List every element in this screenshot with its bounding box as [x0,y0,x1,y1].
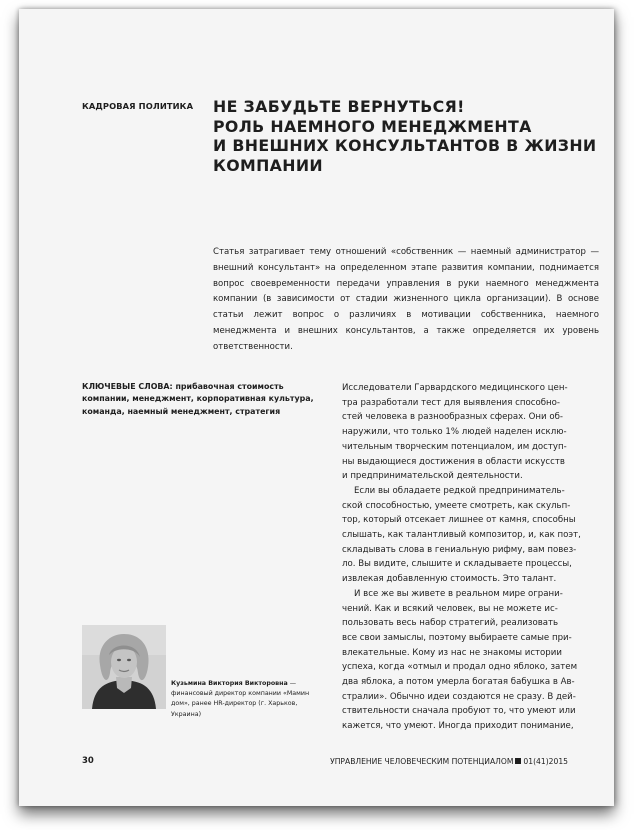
body-text-line: все свои замыслы, поэтому выбираете самые при- [342,632,572,643]
body-text-line: слышать, как талантливый композитор, и, как поэт, [342,530,581,541]
body-text-line: ской способностью, умеете смотреть, как скульп- [342,500,571,511]
section-label: КАДРОВАЯ ПОЛИТИКА [82,101,194,111]
headline-line: КОМПАНИИ [213,155,323,175]
body-text-line: два яблока, а потом умерла богатая бабушка в Ав- [342,677,575,688]
body-text-line: влекательные. Кому из нас не знакомы истории [342,647,562,658]
body-text-line: чений. Как и всякий человек, вы не можете ис- [342,603,558,614]
journal-footer [330,757,568,766]
body-text-line: чительным творческим потенциалом, им доступ- [342,441,567,452]
keywords-text: прибавочная стоимость компании, менеджмент, корпоративная культура, команда, наемный менеджмент, стратегия [82,382,314,416]
body-text-line: складывать слова в гениальную рифму, вам повез- [342,544,577,555]
author-name: Кузьмина Виктория Викторовна [171,680,288,687]
body-text-line: извлекая добавленную стоимость. Это талант. [342,574,557,585]
body-text-line: и предпринимательской деятельности. [342,471,523,482]
keywords-label: КЛЮЧЕВЫЕ СЛОВА: [82,382,173,391]
body-text-line: стралии». Обычно идеи создаются не сразу. В дей- [342,691,576,702]
body-text-line: пользовать весь набор стратегий, реализовать [342,618,559,629]
body-text-line: ны выдающиеся достижения в области искусств [342,456,565,467]
body-text-line: кажется, что умеют. Иногда приходит понимание, [342,721,574,732]
square-separator-icon [515,758,521,764]
page-number: 30 [82,756,94,766]
body-text-line: стей человека в разнообразных сферах. Они об- [342,412,564,423]
journal-title: УПРАВЛЕНИЕ ЧЕЛОВЕЧЕСКИМ ПОТЕНЦИАЛОМ [330,757,514,766]
headline-line: РОЛЬ НАЕМНОГО МЕНЕДЖМЕНТА [213,116,532,136]
author-description: — финансовый директор компании «Мамин дом», ранее HR-директор (г. Харьков, Украина) [171,680,310,718]
body-text-line: Если вы обладаете редкой предприниматель- [354,485,565,496]
body-text-line: ствительности сначала пробуют то, что умеют или [342,706,576,717]
body-text-line: И все же вы живете в реальном мире ограни- [354,588,563,599]
body-text-line: успеха, когда «отмыл и продал одно яблоко, затем [342,662,578,673]
body-text-line: тра разработали тест для выявления способно- [342,397,561,408]
body-text-line: наружили, что только 1% людей наделен исклю- [342,427,567,438]
magazine-page [19,9,614,806]
author-photo [82,625,166,709]
headline-line: НЕ ЗАБУДЬТЕ ВЕРНУТЬСЯ! [213,97,465,116]
body-text-line: Исследователи Гарвардского медицинского цен- [342,383,568,393]
body-text-line: ло. Вы видите, слышите и складываете процессы, [342,559,572,570]
headline-line: И ВНЕШНИХ КОНСУЛЬТАНТОВ В ЖИЗНИ [213,136,597,155]
article-headline [213,97,597,175]
author-caption [171,679,329,720]
body-text-column [342,381,589,734]
body-text-line: тор, который отсекает лишнее от камня, способны [342,515,576,526]
article-lead: Статья затрагивает тему отношений «собственник — наемный администратор — внешний консультант» на определенном этапе развития компании, поднимается вопрос своевременности передачи управления в руки наемного менеджмента компании (в зависимости от стадии жизненного цикла организации). В основе статьи лежит вопрос о различиях в мотивации собственника, наемного менеджмента и внешних консультантов, а также определяется их уровень ответственности. [213,247,599,352]
keywords-block [82,381,327,418]
journal-issue: 01(41)2015 [523,757,568,766]
